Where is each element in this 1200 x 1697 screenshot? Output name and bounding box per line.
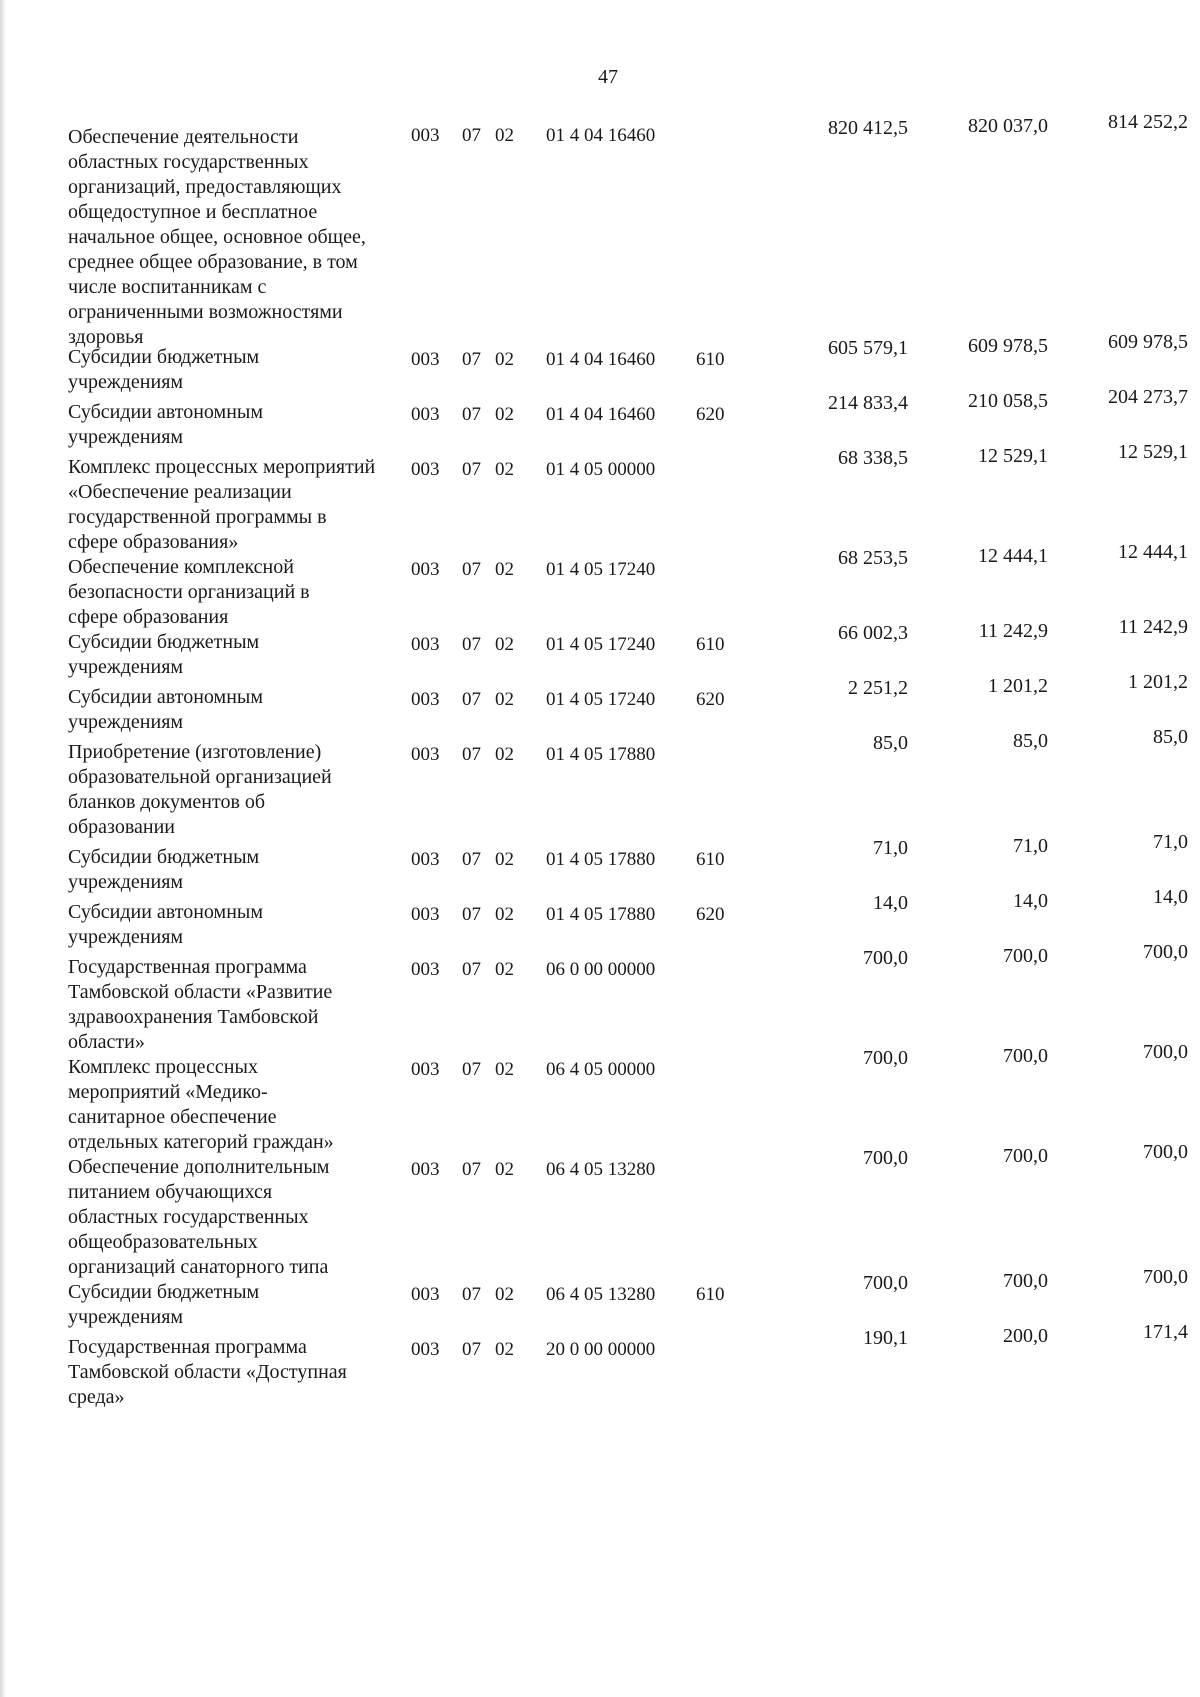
amount-2024: 820 412,5	[828, 117, 908, 139]
amount-2024: 68 253,5	[838, 547, 908, 569]
target-article-code: 01 4 04 16460	[546, 349, 656, 370]
admin-code: 003	[411, 634, 440, 655]
subsection-code: 02	[495, 404, 514, 425]
target-article-code: 06 4 05 00000	[546, 1059, 656, 1080]
amount-2024: 190,1	[863, 1327, 908, 1349]
row-name: Комплекс процессных мероприятий «Медико-санитарное обеспечение отдельных категорий граждан»	[68, 1056, 334, 1153]
section-code: 07	[462, 125, 481, 146]
amount-2024: 700,0	[863, 1047, 908, 1069]
subsection-code: 02	[495, 849, 514, 870]
amount-2025: 210 058,5	[968, 390, 1048, 412]
amount-2026: 700,0	[1143, 1141, 1188, 1163]
subsection-code: 02	[495, 1159, 514, 1180]
subsection-code: 02	[495, 959, 514, 980]
amount-2026: 11 242,9	[1118, 616, 1188, 638]
subsection-code: 02	[495, 1284, 514, 1305]
amount-2025: 700,0	[1003, 1045, 1048, 1067]
row-name: Субсидии бюджетным учреждениям	[68, 1281, 260, 1328]
target-article-code: 01 4 05 17240	[546, 559, 656, 580]
admin-code: 003	[411, 689, 440, 710]
row-name: Государственная программа Тамбовской области «Развитие здравоохранения Тамбовской области»	[68, 956, 333, 1053]
row-name: Субсидии бюджетным учреждениям	[68, 346, 260, 393]
admin-code: 003	[411, 404, 440, 425]
amount-2025: 12 529,1	[978, 445, 1048, 467]
amount-2025: 700,0	[1003, 945, 1048, 967]
amount-2026: 12 529,1	[1118, 441, 1188, 463]
subsection-code: 02	[495, 634, 514, 655]
target-article-code: 01 4 05 00000	[546, 459, 656, 480]
admin-code: 003	[411, 349, 440, 370]
amount-2024: 66 002,3	[838, 622, 908, 644]
subsection-code: 02	[495, 459, 514, 480]
amount-2026: 204 273,7	[1108, 386, 1188, 408]
scan-edge-shadow	[0, 0, 6, 1697]
amount-2026: 14,0	[1153, 886, 1188, 908]
section-code: 07	[462, 689, 481, 710]
target-article-code: 20 0 00 00000	[546, 1339, 656, 1360]
expense-type-code: 610	[696, 349, 725, 370]
section-code: 07	[462, 849, 481, 870]
row-name: Обеспечение комплексной безопасности организаций в сфере образования	[68, 556, 310, 628]
amount-2026: 85,0	[1153, 726, 1188, 748]
subsection-code: 02	[495, 689, 514, 710]
amount-2026: 171,4	[1143, 1321, 1188, 1343]
expense-type-code: 610	[696, 849, 725, 870]
amount-2025: 700,0	[1003, 1270, 1048, 1292]
row-name: Субсидии бюджетным учреждениям	[68, 846, 260, 893]
section-code: 07	[462, 559, 481, 580]
section-code: 07	[462, 404, 481, 425]
expense-type-code: 610	[696, 634, 725, 655]
amount-2024: 2 251,2	[848, 677, 908, 699]
target-article-code: 01 4 05 17880	[546, 744, 656, 765]
subsection-code: 02	[495, 904, 514, 925]
expense-type-code: 610	[696, 1284, 725, 1305]
row-name: Субсидии автономным учреждениям	[68, 686, 263, 733]
amount-2026: 609 978,5	[1108, 331, 1188, 353]
amount-2025: 71,0	[1013, 835, 1048, 857]
amount-2026: 71,0	[1153, 831, 1188, 853]
amount-2024: 68 338,5	[838, 447, 908, 469]
admin-code: 003	[411, 459, 440, 480]
admin-code: 003	[411, 904, 440, 925]
admin-code: 003	[411, 1059, 440, 1080]
admin-code: 003	[411, 1159, 440, 1180]
section-code: 07	[462, 349, 481, 370]
amount-2025: 700,0	[1003, 1145, 1048, 1167]
row-name: Субсидии бюджетным учреждениям	[68, 631, 260, 678]
row-name: Субсидии автономным учреждениям	[68, 901, 263, 948]
target-article-code: 06 4 05 13280	[546, 1284, 656, 1305]
amount-2024: 85,0	[873, 732, 908, 754]
row-name: Субсидии автономным учреждениям	[68, 401, 263, 448]
admin-code: 003	[411, 744, 440, 765]
amount-2025: 11 242,9	[978, 620, 1048, 642]
row-name: Приобретение (изготовление) образовательной организацией бланков документов об образовании	[68, 741, 332, 838]
section-code: 07	[462, 1339, 481, 1360]
target-article-code: 01 4 04 16460	[546, 404, 656, 425]
section-code: 07	[462, 1059, 481, 1080]
amount-2024: 700,0	[863, 947, 908, 969]
amount-2025: 200,0	[1003, 1325, 1048, 1347]
amount-2026: 814 252,2	[1108, 111, 1188, 133]
amount-2026: 12 444,1	[1118, 541, 1188, 563]
admin-code: 003	[411, 959, 440, 980]
target-article-code: 06 0 00 00000	[546, 959, 656, 980]
row-name: Обеспечение дополнительным питанием обучающихся областных государственных общеобразовательных организаций санаторного типа	[68, 1156, 330, 1278]
section-code: 07	[462, 744, 481, 765]
section-code: 07	[462, 1159, 481, 1180]
amount-2025: 14,0	[1013, 890, 1048, 912]
amount-2026: 700,0	[1143, 1041, 1188, 1063]
target-article-code: 01 4 05 17880	[546, 849, 656, 870]
target-article-code: 06 4 05 13280	[546, 1159, 656, 1180]
target-article-code: 01 4 05 17880	[546, 904, 656, 925]
amount-2024: 700,0	[863, 1147, 908, 1169]
target-article-code: 01 4 05 17240	[546, 634, 656, 655]
section-code: 07	[462, 634, 481, 655]
amount-2026: 1 201,2	[1128, 671, 1188, 693]
subsection-code: 02	[495, 1339, 514, 1360]
amount-2024: 14,0	[873, 892, 908, 914]
target-article-code: 01 4 05 17240	[546, 689, 656, 710]
subsection-code: 02	[495, 744, 514, 765]
subsection-code: 02	[495, 559, 514, 580]
amount-2024: 214 833,4	[828, 392, 908, 414]
row-name: Государственная программа Тамбовской области «Доступная среда»	[68, 1336, 347, 1408]
admin-code: 003	[411, 1284, 440, 1305]
row-name: Комплекс процессных мероприятий «Обеспечение реализации государственной программы в сфере образования»	[68, 456, 376, 553]
admin-code: 003	[411, 125, 440, 146]
amount-2025: 609 978,5	[968, 335, 1048, 357]
expense-type-code: 620	[696, 404, 725, 425]
subsection-code: 02	[495, 125, 514, 146]
target-article-code: 01 4 04 16460	[546, 125, 656, 146]
amount-2025: 12 444,1	[978, 545, 1048, 567]
section-code: 07	[462, 904, 481, 925]
admin-code: 003	[411, 849, 440, 870]
expense-type-code: 620	[696, 904, 725, 925]
amount-2026: 700,0	[1143, 941, 1188, 963]
subsection-code: 02	[495, 1059, 514, 1080]
amount-2025: 820 037,0	[968, 115, 1048, 137]
section-code: 07	[462, 959, 481, 980]
admin-code: 003	[411, 1339, 440, 1360]
amount-2025: 85,0	[1013, 730, 1048, 752]
amount-2024: 700,0	[863, 1272, 908, 1294]
subsection-code: 02	[495, 349, 514, 370]
expense-type-code: 620	[696, 689, 725, 710]
section-code: 07	[462, 1284, 481, 1305]
amount-2025: 1 201,2	[988, 675, 1048, 697]
amount-2024: 71,0	[873, 837, 908, 859]
amount-2024: 605 579,1	[828, 337, 908, 359]
page-number: 47	[598, 66, 618, 88]
row-name: Обеспечение деятельности областных государственных организаций, предоставляющих общедоступное и бесплатное начальное общее, основное общее, среднее общее образование, в том числе воспитанникам с ограниченными возможностями здоровья	[68, 126, 366, 348]
section-code: 07	[462, 459, 481, 480]
admin-code: 003	[411, 559, 440, 580]
amount-2026: 700,0	[1143, 1266, 1188, 1288]
